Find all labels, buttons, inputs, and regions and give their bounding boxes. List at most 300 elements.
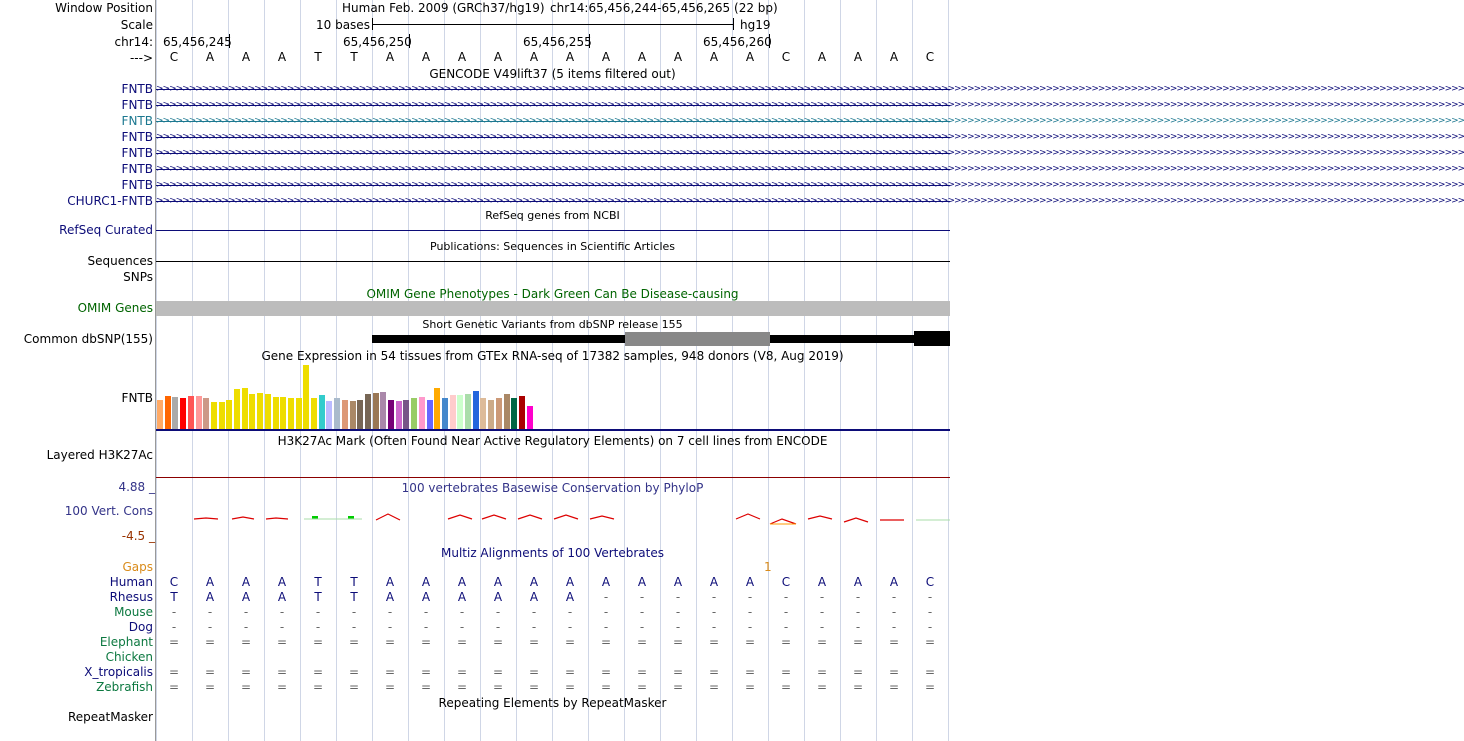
alignment-base: - — [207, 605, 213, 619]
alignment-base: = — [384, 665, 396, 679]
gene-model[interactable] — [156, 147, 1464, 159]
multiz-title: Multiz Alignments of 100 Vertebrates — [440, 546, 665, 560]
base-letter: A — [601, 50, 611, 64]
ruler-tick — [409, 34, 410, 48]
alignment-base: - — [675, 605, 681, 619]
alignment-base: - — [495, 620, 501, 634]
alignment-base: - — [351, 605, 357, 619]
species-label[interactable]: Rhesus — [109, 590, 153, 604]
gtex-bar[interactable] — [234, 389, 240, 429]
gtex-bar[interactable] — [273, 397, 279, 429]
strand-label: ---> — [129, 51, 153, 65]
gtex-title: Gene Expression in 54 tissues from GTEx RNA-seq of 17382 samples, 948 donors (V8, Aug 2019) — [261, 349, 844, 363]
alignment-base: - — [459, 620, 465, 634]
base-letter: A — [673, 50, 683, 64]
alignment-base: = — [420, 635, 432, 649]
strand-arrows: >>>>>>>>>>>>>>>>>>>>>>>>>>>>>>>>>>>>>>>>>>>>>>>>>>>>>>>>>>>>>>>>>>>>>>>>>>>>>>>>>>>>>>>>>>>>>>>>>>>>>>>>>>>>>>>>>>>>>>>>>>>>>>>>>>>>>>>>>>>>>>>>>>>>>>>>>>>>>>>>>>>>>>>>>>>>>>>>>>>>>>>>>>>>>>>>>>>>>>>> — [156, 180, 1464, 190]
alignment-base: C — [781, 575, 791, 589]
alignment-base: - — [171, 620, 177, 634]
alignment-base: - — [603, 620, 609, 634]
alignment-base: T — [170, 590, 178, 604]
gtex-bar[interactable] — [419, 397, 425, 429]
gtex-bar[interactable] — [403, 400, 409, 429]
strand-arrows: >>>>>>>>>>>>>>>>>>>>>>>>>>>>>>>>>>>>>>>>>>>>>>>>>>>>>>>>>>>>>>>>>>>>>>>>>>>>>>>>>>>>>>>>>>>>>>>>>>>>>>>>>>>>>>>>>>>>>>>>>>>>>>>>>>>>>>>>>>>>>>>>>>>>>>>>>>>>>>>>>>>>>>>>>>>>>>>>>>>>>>>>>>>>>>>>>>>>>>>> — [156, 196, 1464, 206]
refseq-line — [156, 230, 950, 231]
base-letter: A — [241, 50, 251, 64]
alignment-base: = — [600, 680, 612, 694]
alignment-base: - — [423, 605, 429, 619]
alignment-base: = — [240, 665, 252, 679]
base-letter: A — [421, 50, 431, 64]
gene-label[interactable]: CHURC1-FNTB — [67, 194, 153, 208]
alignment-base: = — [816, 680, 828, 694]
gene-label[interactable]: FNTB — [121, 130, 153, 144]
base-letter: T — [350, 50, 358, 64]
alignment-base: - — [927, 620, 933, 634]
alignment-base: - — [855, 605, 861, 619]
gtex-bar[interactable] — [504, 394, 510, 429]
gene-label[interactable]: FNTB — [121, 82, 153, 96]
alignment-base: A — [457, 590, 467, 604]
alignment-base: = — [168, 680, 180, 694]
alignment-base: - — [567, 605, 573, 619]
alignment-base: = — [384, 680, 396, 694]
alignment-base: A — [889, 575, 899, 589]
alignment-base: A — [817, 575, 827, 589]
alignment-base: = — [888, 665, 900, 679]
species-label[interactable]: X_tropicalis — [84, 665, 153, 679]
base-letter: A — [529, 50, 539, 64]
gtex-bar[interactable] — [165, 396, 171, 429]
alignment-base: - — [711, 605, 717, 619]
dbsnp-variant-block[interactable] — [914, 331, 950, 346]
gtex-bar[interactable] — [457, 395, 463, 429]
alignment-base: = — [420, 680, 432, 694]
ruler-tick-label: 65,456,250 — [343, 35, 412, 49]
gtex-bar[interactable] — [342, 400, 348, 429]
strand-arrows: >>>>>>>>>>>>>>>>>>>>>>>>>>>>>>>>>>>>>>>>>>>>>>>>>>>>>>>>>>>>>>>>>>>>>>>>>>>>>>>>>>>>>>>>>>>>>>>>>>>>>>>>>>>>>>>>>>>>>>>>>>>>>>>>>>>>>>>>>>>>>>>>>>>>>>>>>>>>>>>>>>>>>>>>>>>>>>>>>>>>>>>>>>>>>>>>>>>>>>>> — [156, 164, 1464, 174]
alignment-base: = — [672, 635, 684, 649]
alignment-base: A — [529, 575, 539, 589]
alignment-base: = — [168, 635, 180, 649]
ruler-tick-label: 65,456,245 — [163, 35, 232, 49]
alignment-base: = — [888, 635, 900, 649]
alignment-base: T — [350, 590, 358, 604]
alignment-base: = — [276, 665, 288, 679]
alignment-base: - — [927, 590, 933, 604]
alignment-base: - — [783, 620, 789, 634]
h3k27ac-line — [156, 477, 950, 478]
alignment-base: = — [600, 665, 612, 679]
alignment-base: = — [852, 635, 864, 649]
alignment-base: = — [852, 680, 864, 694]
alignment-base: A — [277, 590, 287, 604]
alignment-base: - — [891, 605, 897, 619]
scale-label: Scale — [120, 18, 153, 32]
gtex-bar[interactable] — [257, 393, 263, 429]
alignment-base: = — [636, 635, 648, 649]
gtex-bar[interactable] — [388, 400, 394, 429]
alignment-base: - — [603, 605, 609, 619]
alignment-base: = — [924, 665, 936, 679]
alignment-base: = — [708, 665, 720, 679]
alignment-base: = — [564, 680, 576, 694]
gridline — [948, 0, 949, 741]
alignment-base: - — [423, 620, 429, 634]
alignment-base: = — [420, 665, 432, 679]
alignment-base: = — [744, 665, 756, 679]
gtex-barchart[interactable] — [156, 364, 556, 429]
alignment-base: = — [348, 665, 360, 679]
gene-model[interactable] — [156, 131, 1464, 143]
alignment-base: C — [925, 575, 935, 589]
strand-arrows: >>>>>>>>>>>>>>>>>>>>>>>>>>>>>>>>>>>>>>>>>>>>>>>>>>>>>>>>>>>>>>>>>>>>>>>>>>>>>>>>>>>>>>>>>>>>>>>>>>>>>>>>>>>>>>>>>>>>>>>>>>>>>>>>>>>>>>>>>>>>>>>>>>>>>>>>>>>>>>>>>>>>>>>>>>>>>>>>>>>>>>>>>>>>>>>>>>>>>>>> — [156, 116, 1464, 126]
alignment-base: A — [421, 590, 431, 604]
phylop-title: 100 vertebrates Basewise Conservation by PhyloP — [401, 481, 704, 495]
alignment-base: - — [783, 590, 789, 604]
gtex-bar[interactable] — [411, 398, 417, 429]
alignment-base: - — [279, 605, 285, 619]
alignment-base: = — [708, 680, 720, 694]
gene-label[interactable]: FNTB — [121, 162, 153, 176]
ruler-tick — [229, 34, 230, 48]
alignment-base: = — [636, 680, 648, 694]
gene-model[interactable] — [156, 83, 1464, 95]
alignment-base: = — [564, 665, 576, 679]
alignment-base: A — [601, 575, 611, 589]
alignment-base: = — [744, 680, 756, 694]
alignment-base: = — [780, 680, 792, 694]
alignment-base: - — [243, 620, 249, 634]
gtex-bar[interactable] — [527, 406, 533, 429]
alignment-base: A — [421, 575, 431, 589]
alignment-base: C — [169, 575, 179, 589]
track-label-sequences[interactable]: Sequences — [87, 254, 153, 268]
gtex-bar[interactable] — [350, 401, 356, 429]
gtex-bar[interactable] — [226, 400, 232, 429]
alignment-base: = — [204, 665, 216, 679]
species-label[interactable]: Elephant — [99, 635, 153, 649]
gtex-bar[interactable] — [357, 400, 363, 429]
publications-line — [156, 261, 950, 262]
assembly-text: Human Feb. 2009 (GRCh37/hg19) — [342, 1, 545, 15]
gtex-bar[interactable] — [211, 402, 217, 429]
alignment-base: - — [315, 605, 321, 619]
gtex-bar[interactable] — [465, 394, 471, 429]
gtex-bar[interactable] — [303, 365, 309, 429]
dbsnp-variant-grey[interactable] — [625, 332, 770, 346]
alignment-base: A — [241, 590, 251, 604]
species-label[interactable]: Human — [109, 575, 153, 589]
publications-title: Publications: Sequences in Scientific Articles — [430, 240, 675, 253]
alignment-base: = — [204, 680, 216, 694]
gtex-bar[interactable] — [288, 398, 294, 429]
gtex-bar[interactable] — [396, 401, 402, 429]
alignment-base: - — [819, 590, 825, 604]
alignment-base: A — [745, 575, 755, 589]
phylop-max: 4.88 _ — [118, 480, 155, 494]
alignment-base: - — [531, 605, 537, 619]
alignment-base: = — [924, 635, 936, 649]
alignment-base: = — [528, 635, 540, 649]
strand-arrows: >>>>>>>>>>>>>>>>>>>>>>>>>>>>>>>>>>>>>>>>>>>>>>>>>>>>>>>>>>>>>>>>>>>>>>>>>>>>>>>>>>>>>>>>>>>>>>>>>>>>>>>>>>>>>>>>>>>>>>>>>>>>>>>>>>>>>>>>>>>>>>>>>>>>>>>>>>>>>>>>>>>>>>>>>>>>>>>>>>>>>>>>>>>>>>>>>>>>>>>> — [156, 100, 1464, 110]
base-letter: A — [457, 50, 467, 64]
base-letter: A — [745, 50, 755, 64]
alignment-base: - — [279, 620, 285, 634]
alignment-base: = — [924, 680, 936, 694]
alignment-base: = — [348, 635, 360, 649]
alignment-base: = — [852, 665, 864, 679]
alignment-base: A — [853, 575, 863, 589]
base-letter: A — [637, 50, 647, 64]
alignment-base: - — [639, 590, 645, 604]
alignment-base: - — [171, 605, 177, 619]
alignment-base: = — [708, 635, 720, 649]
alignment-base: = — [816, 635, 828, 649]
alignment-base: = — [456, 680, 468, 694]
gtex-bar[interactable] — [188, 396, 194, 429]
alignment-base: - — [891, 620, 897, 634]
gtex-bar[interactable] — [280, 397, 286, 429]
phylop-signal[interactable] — [156, 508, 950, 530]
alignment-base: - — [819, 620, 825, 634]
alignment-base: A — [493, 575, 503, 589]
alignment-base: = — [888, 680, 900, 694]
alignment-base: - — [711, 620, 717, 634]
gtex-bar[interactable] — [450, 395, 456, 429]
alignment-base: = — [312, 635, 324, 649]
alignment-base: T — [314, 575, 322, 589]
gtex-bar[interactable] — [496, 398, 502, 429]
alignment-base: = — [240, 680, 252, 694]
scale-value: 10 bases — [316, 18, 370, 32]
gtex-bar[interactable] — [442, 398, 448, 429]
gene-model[interactable] — [156, 115, 1464, 127]
refseq-title: RefSeq genes from NCBI — [485, 209, 620, 222]
gtex-bar[interactable] — [172, 397, 178, 429]
gtex-bar[interactable] — [480, 398, 486, 429]
gtex-bar[interactable] — [219, 402, 225, 429]
gene-label[interactable]: FNTB — [121, 114, 153, 128]
alignment-base: = — [816, 665, 828, 679]
species-label[interactable]: Chicken — [105, 650, 153, 664]
alignment-base: = — [672, 680, 684, 694]
ruler-tick-label: 65,456,260 — [703, 35, 772, 49]
base-letter: C — [781, 50, 791, 64]
alignment-base: A — [277, 575, 287, 589]
alignment-base: A — [205, 590, 215, 604]
gtex-bar[interactable] — [488, 400, 494, 429]
species-label[interactable]: Zebrafish — [96, 680, 153, 694]
track-label-phylop[interactable]: 100 Vert. Cons — [64, 504, 153, 518]
alignment-base: - — [495, 605, 501, 619]
gtex-bar[interactable] — [373, 393, 379, 429]
track-label-refseq[interactable]: RefSeq Curated — [59, 223, 153, 237]
alignment-base: - — [603, 590, 609, 604]
gene-label[interactable]: FNTB — [121, 98, 153, 112]
scale-db: hg19 — [740, 18, 771, 32]
strand-arrows: >>>>>>>>>>>>>>>>>>>>>>>>>>>>>>>>>>>>>>>>>>>>>>>>>>>>>>>>>>>>>>>>>>>>>>>>>>>>>>>>>>>>>>>>>>>>>>>>>>>>>>>>>>>>>>>>>>>>>>>>>>>>>>>>>>>>>>>>>>>>>>>>>>>>>>>>>>>>>>>>>>>>>>>>>>>>>>>>>>>>>>>>>>>>>>>>>>>>>>>> — [156, 148, 1464, 158]
gtex-bar[interactable] — [365, 394, 371, 429]
alignment-base: - — [315, 620, 321, 634]
species-label[interactable]: Mouse — [114, 605, 153, 619]
alignment-base: - — [207, 620, 213, 634]
alignment-base: = — [492, 635, 504, 649]
gtex-bar[interactable] — [311, 398, 317, 429]
gtex-bar[interactable] — [265, 394, 271, 429]
alignment-base: - — [243, 605, 249, 619]
alignment-base: = — [312, 665, 324, 679]
alignment-base: = — [528, 665, 540, 679]
alignment-base: = — [456, 635, 468, 649]
gtex-bar[interactable] — [334, 398, 340, 429]
gtex-bar[interactable] — [434, 388, 440, 429]
alignment-base: - — [351, 620, 357, 634]
strand-arrows: >>>>>>>>>>>>>>>>>>>>>>>>>>>>>>>>>>>>>>>>>>>>>>>>>>>>>>>>>>>>>>>>>>>>>>>>>>>>>>>>>>>>>>>>>>>>>>>>>>>>>>>>>>>>>>>>>>>>>>>>>>>>>>>>>>>>>>>>>>>>>>>>>>>>>>>>>>>>>>>>>>>>>>>>>>>>>>>>>>>>>>>>>>>>>>>>>>>>>>>> — [156, 132, 1464, 142]
ruler-tick — [769, 34, 770, 48]
gtex-bar[interactable] — [319, 395, 325, 429]
gene-label[interactable]: FNTB — [121, 146, 153, 160]
alignment-base: = — [528, 680, 540, 694]
base-letter: T — [314, 50, 322, 64]
track-label-omim[interactable]: OMIM Genes — [77, 301, 153, 315]
track-label-gtex[interactable]: FNTB — [121, 391, 153, 405]
base-letter: C — [169, 50, 179, 64]
strand-arrows: >>>>>>>>>>>>>>>>>>>>>>>>>>>>>>>>>>>>>>>>>>>>>>>>>>>>>>>>>>>>>>>>>>>>>>>>>>>>>>>>>>>>>>>>>>>>>>>>>>>>>>>>>>>>>>>>>>>>>>>>>>>>>>>>>>>>>>>>>>>>>>>>>>>>>>>>>>>>>>>>>>>>>>>>>>>>>>>>>>>>>>>>>>>>>>>>>>>>>>>> — [156, 84, 1464, 94]
gtex-bar[interactable] — [157, 400, 163, 429]
alignment-base: - — [927, 605, 933, 619]
alignment-base: A — [637, 575, 647, 589]
chrom-label: chr14: — [114, 35, 153, 49]
base-letter: A — [709, 50, 719, 64]
gap-marker: 1 — [764, 560, 772, 574]
alignment-base: = — [780, 665, 792, 679]
alignment-base: = — [492, 665, 504, 679]
position-text: chr14:65,456,244-65,456,265 (22 bp) — [550, 1, 778, 15]
track-label-dbsnp[interactable]: Common dbSNP(155) — [23, 332, 153, 346]
omim-title: OMIM Gene Phenotypes - Dark Green Can Be Disease-causing — [366, 287, 739, 301]
alignment-base: T — [350, 575, 358, 589]
alignment-base: - — [675, 590, 681, 604]
dbsnp-title: Short Genetic Variants from dbSNP release 155 — [422, 318, 683, 331]
alignment-base: - — [711, 590, 717, 604]
alignment-base: - — [567, 620, 573, 634]
alignment-base: - — [747, 605, 753, 619]
gtex-bar[interactable] — [242, 388, 248, 429]
gtex-baseline — [156, 429, 950, 431]
gencode-title: GENCODE V49lift37 (5 items filtered out) — [429, 67, 676, 81]
gene-label[interactable]: FNTB — [121, 178, 153, 192]
base-letter: A — [565, 50, 575, 64]
gtex-bar[interactable] — [427, 400, 433, 429]
alignment-base: = — [456, 665, 468, 679]
alignment-base: A — [565, 575, 575, 589]
ruler-tick — [589, 34, 590, 48]
phylop-min: -4.5 _ — [121, 529, 155, 543]
alignment-base: T — [314, 590, 322, 604]
track-label-gaps: Gaps — [122, 560, 153, 574]
alignment-base: = — [636, 665, 648, 679]
alignment-base: - — [459, 605, 465, 619]
alignment-base: - — [747, 590, 753, 604]
window-position-label: Window Position — [55, 1, 153, 15]
alignment-base: - — [891, 590, 897, 604]
gene-model[interactable] — [156, 195, 1464, 207]
alignment-base: - — [855, 590, 861, 604]
alignment-base: = — [204, 635, 216, 649]
track-label-snps[interactable]: SNPs — [123, 270, 153, 284]
base-letter: A — [277, 50, 287, 64]
alignment-base: = — [276, 680, 288, 694]
base-letter: A — [817, 50, 827, 64]
alignment-base: - — [855, 620, 861, 634]
alignment-base: A — [709, 575, 719, 589]
gtex-bar[interactable] — [380, 392, 386, 429]
alignment-base: = — [780, 635, 792, 649]
repeatmasker-title: Repeating Elements by RepeatMasker — [438, 696, 667, 710]
track-label-h3k27ac[interactable]: Layered H3K27Ac — [46, 448, 153, 462]
gene-model[interactable] — [156, 99, 1464, 111]
gtex-bar[interactable] — [511, 398, 517, 429]
alignment-base: = — [240, 635, 252, 649]
omim-bar[interactable] — [156, 301, 950, 316]
gtex-bar[interactable] — [203, 398, 209, 429]
base-letter: A — [493, 50, 503, 64]
base-letter: C — [925, 50, 935, 64]
alignment-base: A — [493, 590, 503, 604]
gtex-bar[interactable] — [249, 394, 255, 429]
alignment-base: A — [241, 575, 251, 589]
alignment-base: = — [276, 635, 288, 649]
alignment-base: A — [565, 590, 575, 604]
alignment-base: - — [747, 620, 753, 634]
alignment-base: - — [819, 605, 825, 619]
alignment-base: = — [492, 680, 504, 694]
base-letter: A — [385, 50, 395, 64]
gtex-bar[interactable] — [180, 398, 186, 429]
alignment-base: A — [205, 575, 215, 589]
base-letter: A — [853, 50, 863, 64]
h3k27ac-title: H3K27Ac Mark (Often Found Near Active Regulatory Elements) on 7 cell lines from ENCODE — [277, 434, 828, 448]
gtex-bar[interactable] — [326, 401, 332, 429]
scale-bar — [372, 18, 734, 30]
alignment-base: = — [312, 680, 324, 694]
gtex-bar[interactable] — [519, 396, 525, 429]
alignment-base: - — [387, 620, 393, 634]
alignment-base: - — [387, 605, 393, 619]
alignment-base: A — [673, 575, 683, 589]
alignment-base: - — [639, 620, 645, 634]
ruler-tick-label: 65,456,255 — [523, 35, 592, 49]
gene-model[interactable] — [156, 163, 1464, 175]
alignment-base: = — [672, 665, 684, 679]
base-letter: A — [205, 50, 215, 64]
alignment-base: = — [348, 680, 360, 694]
track-label-repeatmasker[interactable]: RepeatMasker — [67, 710, 153, 724]
gtex-bar[interactable] — [196, 396, 202, 429]
alignment-base: A — [529, 590, 539, 604]
gtex-bar[interactable] — [296, 398, 302, 429]
gtex-bar[interactable] — [473, 391, 479, 429]
alignment-base: A — [385, 575, 395, 589]
alignment-base: A — [385, 590, 395, 604]
alignment-base: = — [168, 665, 180, 679]
species-label[interactable]: Dog — [128, 620, 153, 634]
alignment-base: - — [639, 605, 645, 619]
alignment-base: = — [744, 635, 756, 649]
gene-model[interactable] — [156, 179, 1464, 191]
alignment-base: - — [783, 605, 789, 619]
